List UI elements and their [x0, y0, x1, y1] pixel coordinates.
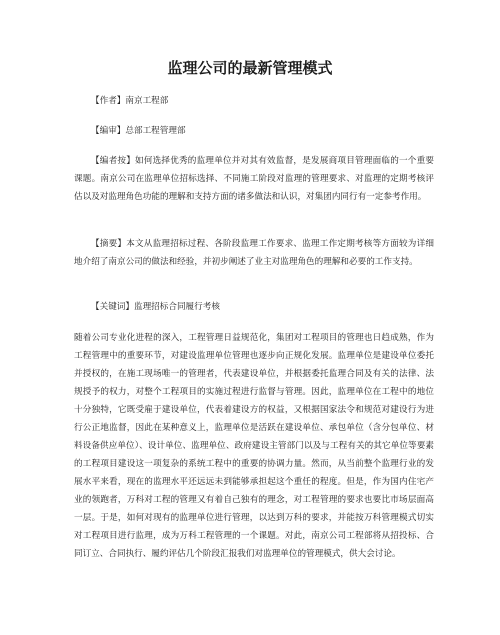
- document-title: 监理公司的最新管理模式: [167, 59, 333, 77]
- abstract-paragraph: 【摘要】本文从监理招标过程、各阶段监理工作要求、监理工作定期考核等方面较为详细地介绍了南京公司的做法和经验，并初步阐述了业主对监理角色的理解和必要的工作支持。: [74, 239, 434, 267]
- editor-note-paragraph: 【编者按】如何选择优秀的监理单位并对其有效监督，是发展商项目管理面临的一个重要课题。南京公司在监理单位招标选择、不同施工阶段对监理的管理要求、对监理的定期考核评估以及对监理角色功能的理解和支持方面的诸多做法和认识，对集团内同行有一定参考作用。: [74, 156, 434, 202]
- keywords-line: 【关键词】监理招标合同履行考核: [91, 302, 220, 312]
- editor-line: 【编审】总部工程管理部: [91, 126, 186, 136]
- author-line: 【作者】南京工程部: [91, 96, 169, 106]
- body-paragraph: 随着公司专业化进程的深入，工程管理日益规范化，集团对工程项目的管理也日趋成熟，作为工程管理中的重要环节，对建设监理单位管理也逐步向正规化发展。监理单位是建设单位委托并授权的，在施工现场唯一的管理者，代表建设单位，并根据委托监理合同及有关的法律、法规授予的权力，对整个工程项目的实施过程进行监督与管理。因此，监理单位在工程中的地位十分独特，它既受雇于建设单位，代表着建设方的权益，又根据国家法令和规范对建设行为进行公正地监督，因此在某种意义上，监理单位是活跃在建设单位、承包单位（含分包单位、材料设备供应单位）、设计单位、监理单位、政府建设主管部门以及与工程有关的其它单位等要素的工程项目建设这一项复杂的系统工程中的重要的协调力量。然而，从当前整个监理行业的发展水平来看，现在的监理水平还远远未到能够承担起这个重任的程度。但是，作为国内住宅产业的领跑者，万科对工程的管理又有着自己独有的理念，对工程管理的要求也要比市场层面高一层。于是，如何对现有的监理单位进行管理，以达到万科的要求，并能按万科管理模式切实对工程项目进行监理，成为万科工程管理的一个课题。对此，南京公司工程部将从招投标、合同订立、合同执行、履约评估几个阶段汇报我们对监理单位的管理模式，供大会讨论。: [74, 333, 434, 559]
